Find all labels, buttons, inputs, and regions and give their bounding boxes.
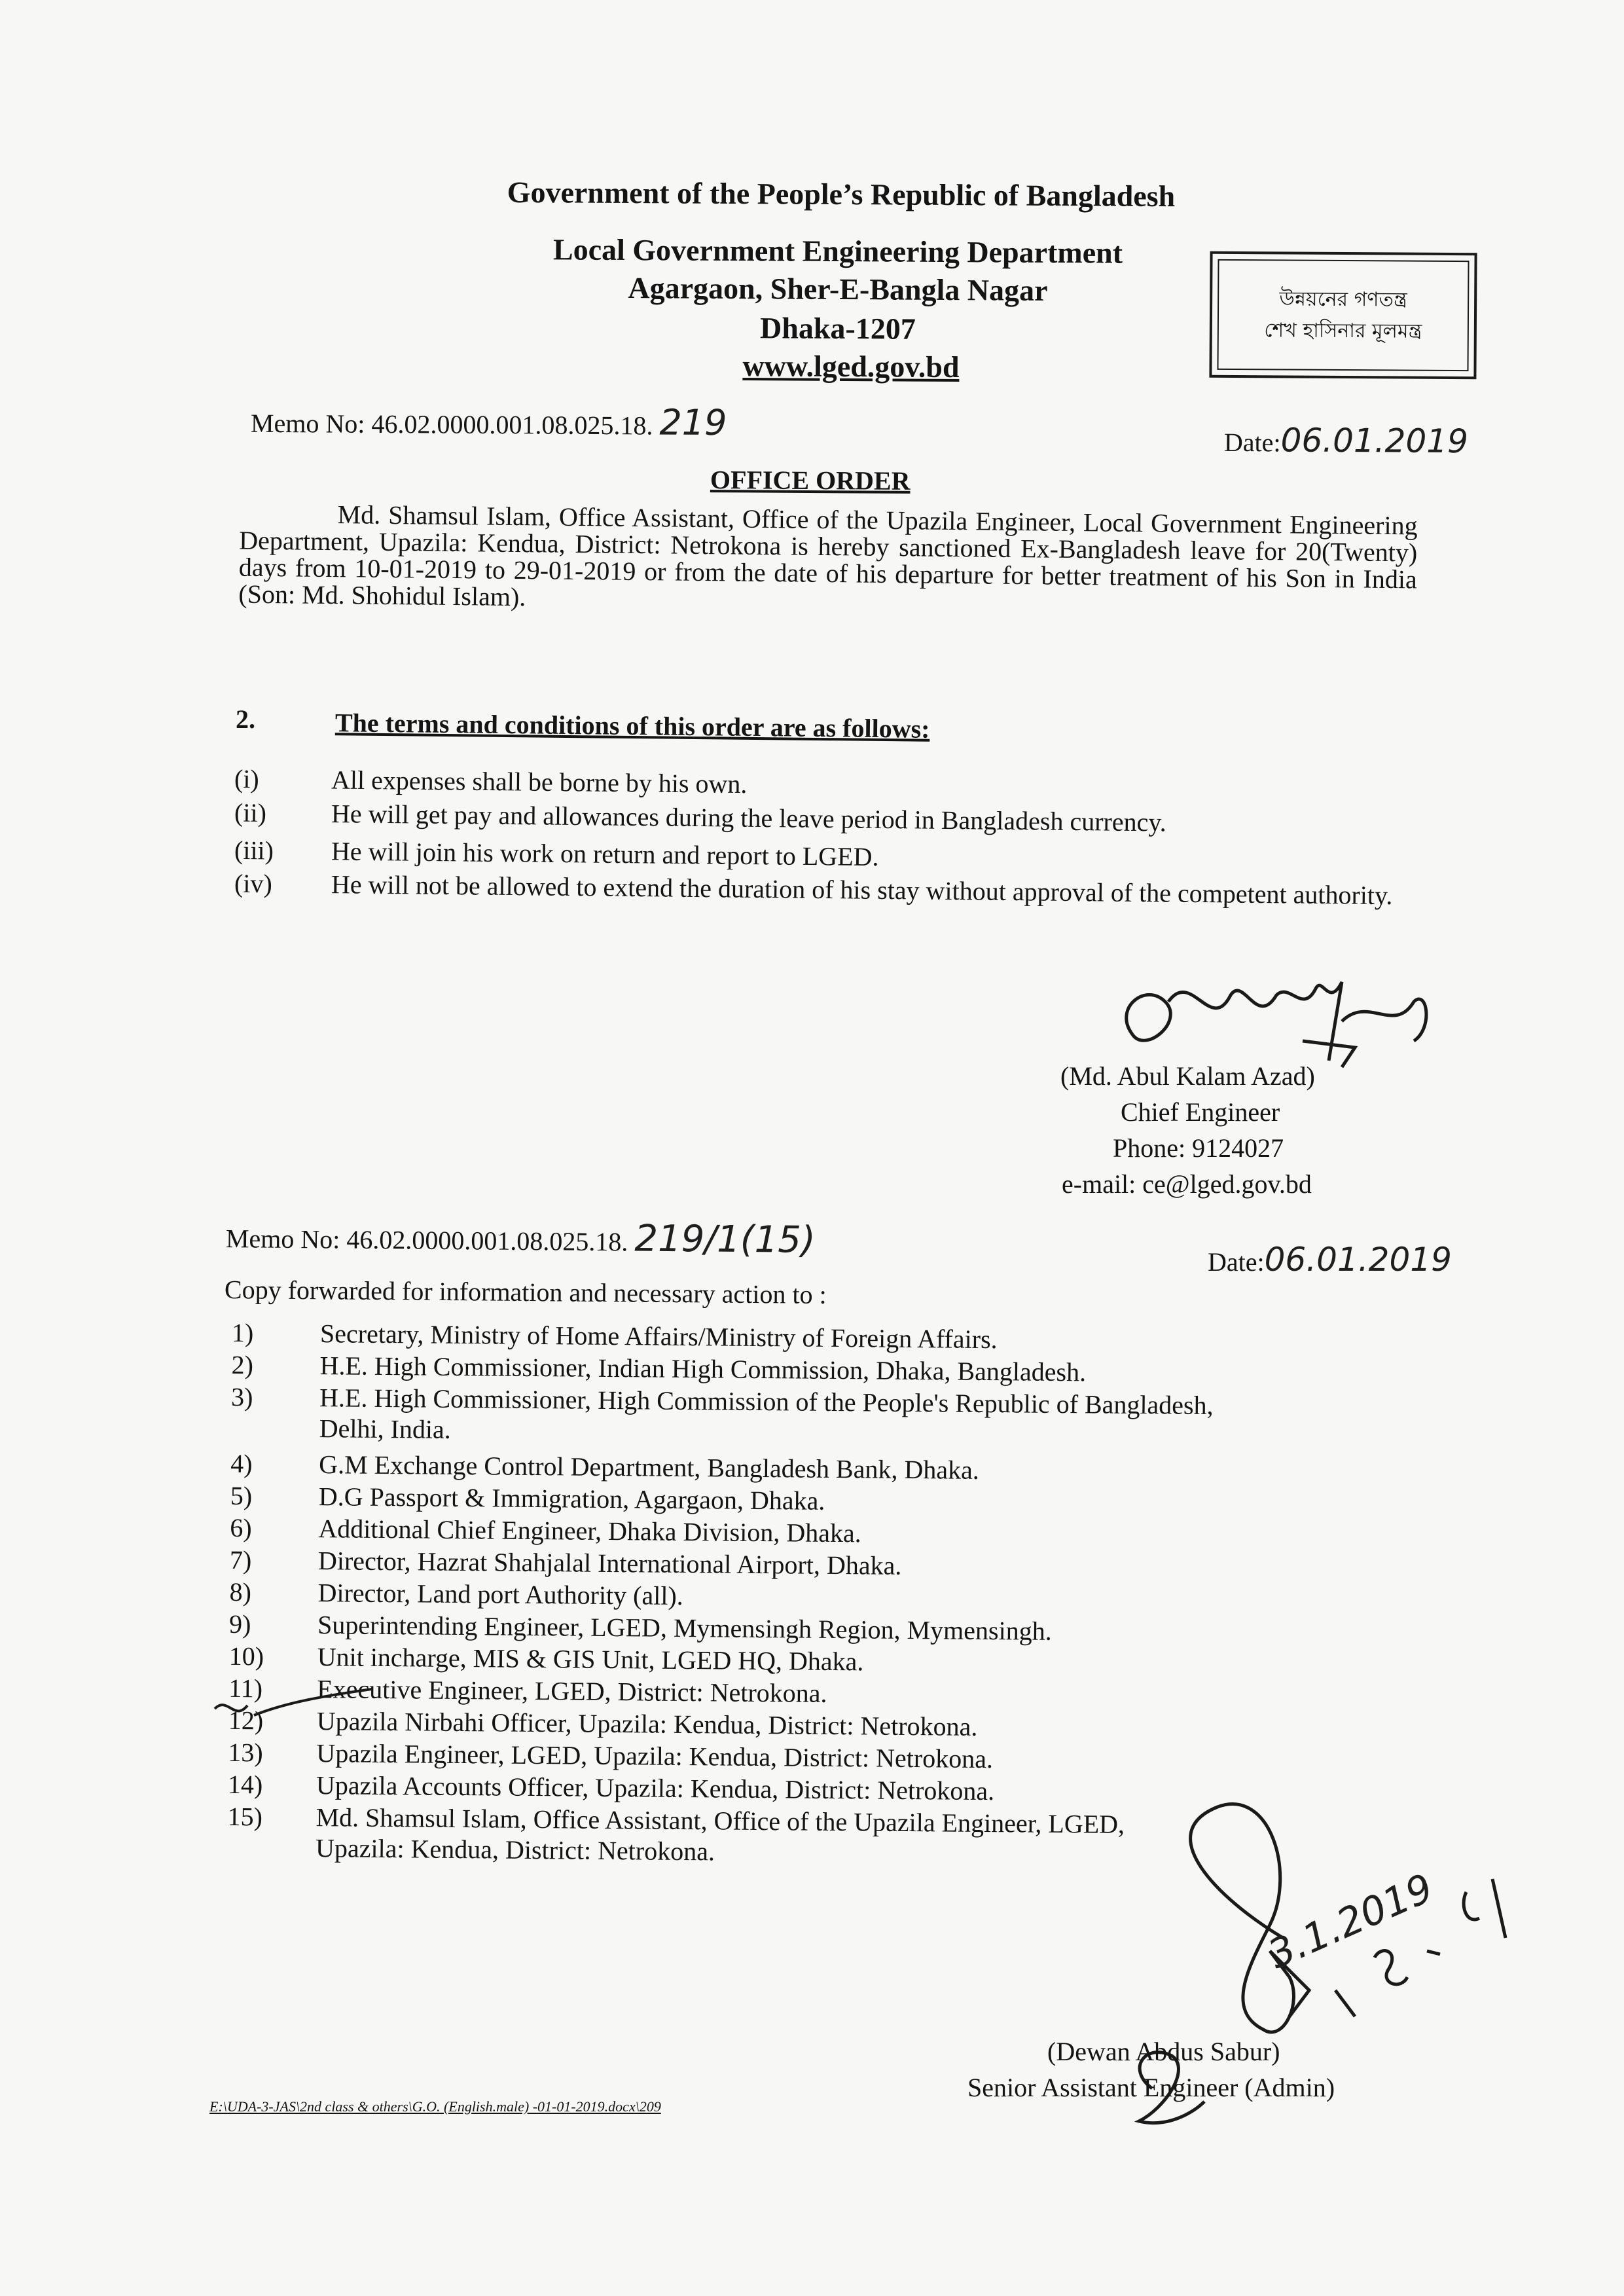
- signature2-date: 3.1.2019: [1261, 1865, 1440, 1978]
- header-website: www.lged.gov.bd: [742, 348, 960, 384]
- memo1-line: [251, 399, 727, 443]
- signatory1-name: (Md. Abul Kalam Azad): [1060, 1061, 1315, 1091]
- list-item: 6) Additional Chief Engineer, Dhaka Division, Dhaka.: [230, 1512, 861, 1548]
- memo1-date-value: 06.01.2019: [1280, 421, 1469, 461]
- memo1-date-label: Date:: [1223, 427, 1281, 458]
- signatory2-title: Senior Assistant Engineer (Admin): [967, 2073, 1335, 2102]
- condition-3: (iii) He will join his work on return and report to LGED.: [234, 835, 879, 872]
- motto-line-1: উন্নয়নের গণতন্ত্র: [1279, 287, 1407, 312]
- office-order-body: Md. Shamsul Islam, Office Assistant, Office of the Upazila Engineer, Local Government Engineering Department, Upazila: Kendua, District: Netrokona is hereby sanctioned Ex-Bangladesh leave for 20(Twenty) days from 10-01-2019 to 29-01-2019 or from the date of his departure for better treatment of his Son in India (Son: Md. Shohidul Islam).: [238, 500, 1418, 612]
- list-item: 15) Md. Shamsul Islam, Office Assistant, Office of the Upazila Engineer, LGED,: [227, 1801, 1125, 1839]
- condition-4: (iv) He will not be allowed to extend the duration of his stay without approval of the competent authority.: [234, 868, 1393, 911]
- memo2-date: [1208, 1241, 1452, 1279]
- list-item: 8) Director, Land port Authority (all).: [229, 1576, 683, 1611]
- memo1-prefix: Memo No: 46.02.0000.001.08.025.18.: [250, 408, 653, 441]
- header-line-department: Local Government Engineering Department: [552, 232, 1123, 270]
- condition-2: (ii) He will get pay and allowances during the leave period in Bangladesh currency.: [234, 797, 1167, 837]
- handwritten-mark: [208, 1683, 378, 1735]
- header-line-address: Agargaon, Sher-E-Bangla Nagar: [628, 271, 1048, 307]
- signatory1-title: Chief Engineer: [1121, 1097, 1280, 1127]
- list-item: 12) Upazila Nirbahi Officer, Upazila: Kendua, District: Netrokona.: [228, 1705, 978, 1741]
- office-order-title: OFFICE ORDER: [710, 465, 911, 496]
- list-item-continuation: Upazila: Kendua, District: Netrokona.: [315, 1833, 715, 1867]
- motto-box: [1209, 251, 1477, 379]
- motto-line-2: শেখ হাসিনার মূলমন্ত্র: [1264, 318, 1422, 343]
- list-item: 11) Executive Engineer, LGED, District: Netrokona.: [228, 1673, 827, 1708]
- memo2-line: [226, 1214, 816, 1262]
- header-line-city: Dhaka-1207: [759, 311, 916, 346]
- list-item: 10) Unit incharge, MIS & GIS Unit, LGED HQ, Dhaka.: [228, 1641, 864, 1677]
- list-item: 2) H.E. High Commissioner, Indian High Commission, Dhaka, Bangladesh.: [231, 1349, 1087, 1387]
- list-item: 3) H.E. High Commissioner, High Commission of the People's Republic of Bangladesh,: [230, 1381, 1214, 1421]
- condition-1: (i) All expenses shall be borne by his own.: [234, 763, 748, 799]
- section-title: The terms and conditions of this order are as follows:: [334, 708, 930, 744]
- list-item: 4) G.M Exchange Control Department, Bangladesh Bank, Dhaka.: [230, 1448, 980, 1485]
- memo2-copy-line: Copy forwarded for information and necessary action to :: [224, 1274, 827, 1310]
- section-number: 2.: [236, 704, 255, 734]
- memo1-date: [1224, 421, 1468, 460]
- signatory1-email: e-mail: ce@lged.gov.bd: [1062, 1169, 1312, 1199]
- signatory1-phone: Phone: 9124027: [1113, 1133, 1284, 1163]
- list-item: 9) Superintending Engineer, LGED, Mymensingh Region, Mymensingh.: [228, 1609, 1052, 1646]
- memo2-prefix: Memo No: 46.02.0000.001.08.025.18.: [225, 1224, 628, 1257]
- memo1-number: 219: [659, 401, 727, 444]
- list-item: 7) Director, Hazrat Shahjalal International Airport, Dhaka.: [229, 1544, 902, 1580]
- footer-file-path: E:\UDA-3-JAS\2nd class & others\G.O. (English.male) -01-01-2019.docx\209: [209, 2098, 661, 2115]
- header-line-government: Government of the People’s Republic of Bangladesh: [507, 175, 1176, 213]
- signatory2-name: (Dewan Abdus Sabur): [1047, 2037, 1280, 2066]
- memo2-date-value: 06.01.2019: [1264, 1241, 1452, 1279]
- list-item: 5) D.G Passport & Immigration, Agargaon, Dhaka.: [230, 1480, 825, 1516]
- memo2-date-label: Date:: [1208, 1247, 1265, 1277]
- memo2-number: 219/1(15): [634, 1217, 816, 1262]
- list-item: 13) Upazila Engineer, LGED, Upazila: Kendua, District: Netrokona.: [228, 1737, 994, 1774]
- list-item-continuation: Delhi, India.: [319, 1413, 451, 1444]
- list-item: 1) Secretary, Ministry of Home Affairs/Ministry of Foreign Affairs.: [231, 1317, 998, 1355]
- list-item: 14) Upazila Accounts Officer, Upazila: Kendua, District: Netrokona.: [227, 1769, 995, 1806]
